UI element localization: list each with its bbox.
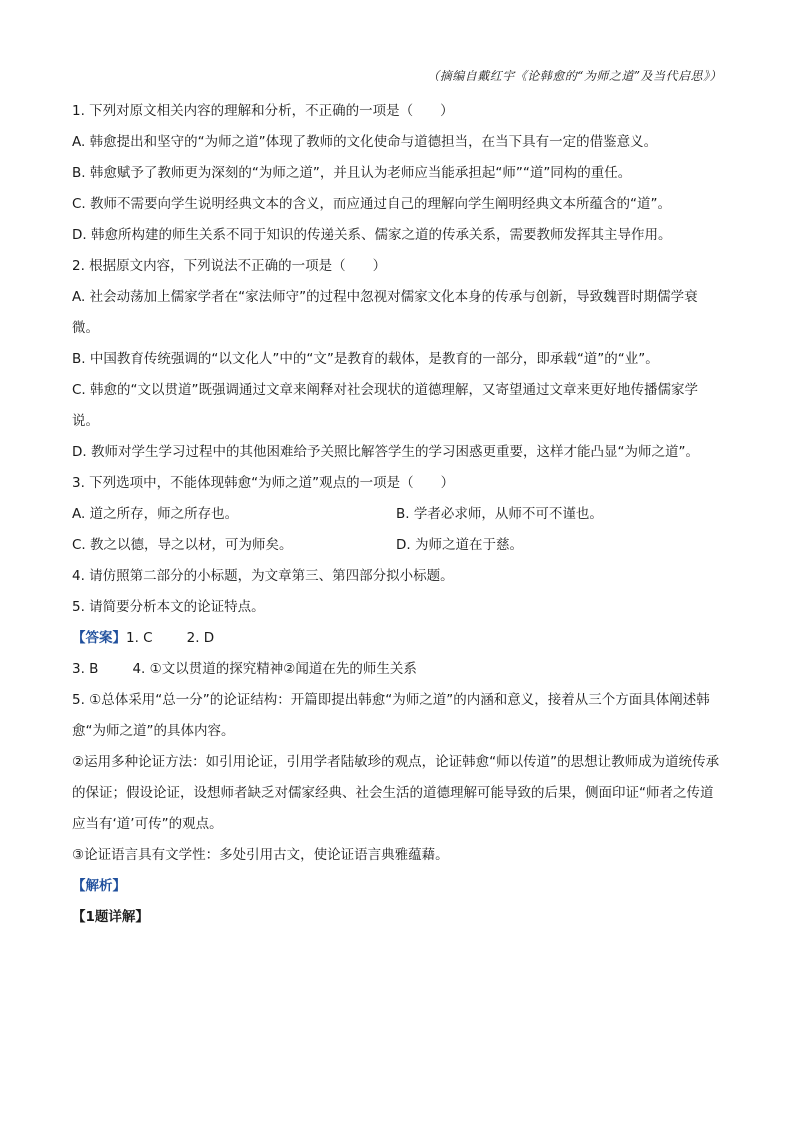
q3-options-row-2 (72, 530, 722, 561)
q5-stem: 5. 请简要分析本文的论证特点。 (72, 599, 265, 615)
q3-option-d: D. 为师之道在于慈。 (396, 537, 523, 553)
q3-option-a: A. 道之所存，师之所存也。 (72, 506, 239, 522)
document-body (72, 96, 722, 933)
answer-tag: 【答案】 (72, 630, 126, 646)
q1-option-a: A. 韩愈提出和坚守的“为师之道”体现了教师的文化使命与道德担当，在当下具有一定的借鉴意义。 (72, 134, 658, 150)
answer-row-2 (72, 654, 722, 685)
detail-tag-q1: 【1题详解】 (72, 909, 149, 925)
q3-option-c: C. 教之以德，导之以材，可为师矣。 (72, 537, 293, 553)
q1-option-c: C. 教师不需要向学生说明经典文本的含义，而应通过自己的理解向学生阐明经典文本所蕴含的“道”。 (72, 196, 671, 212)
q3-stem: 3. 下列选项中，不能体现韩愈“为师之道”观点的一项是（ ） (72, 475, 455, 491)
answer-2: 2. D (186, 630, 215, 646)
answer-1: 1. C (126, 630, 153, 646)
answer-4: 4. ①文以贯道的探究精神②闻道在先的师生关系 (132, 661, 417, 677)
q1-stem: 1. 下列对原文相关内容的理解和分析，不正确的一项是（ ） (72, 103, 454, 119)
q2-option-d: D. 教师对学生学习过程中的其他困难给予关照比解答学生的学习困惑更重要，这样才能凸显“为师之道”。 (72, 444, 699, 460)
q4-stem: 4. 请仿照第二部分的小标题，为文章第三、第四部分拟小标题。 (72, 568, 454, 584)
q2-option-a: A. 社会动荡加上儒家学者在“家法师守”的过程中忽视对儒家文化本身的传承与创新，导致魏晋时期儒学衰微。 (72, 289, 698, 336)
q3-option-b: B. 学者必求师，从师不可不谨也。 (396, 506, 603, 522)
answer-5-part-1: 5. ①总体采用“总一分”的论证结构：开篇即提出韩愈“为师之道”的内涵和意义，接着从三个方面具体阐述韩愈“为师之道”的具体内容。 (72, 692, 710, 739)
q2-stem: 2. 根据原文内容，下列说法不正确的一项是（ ） (72, 258, 387, 274)
answer-5-part-2: ②运用多种论证方法：如引用论证，引用学者陆敏珍的观点，论证韩愈“师以传道”的思想让教师成为道统传承的保证；假设论证，设想师者缺乏对儒家经典、社会生活的道德理解可能导致的后果，侧面印证“师者之传道应当有‘道’可传”的观点。 (72, 754, 720, 832)
q1-option-d: D. 韩愈所构建的师生关系不同于知识的传递关系、儒家之道的传承关系，需要教师发挥其主导作用。 (72, 227, 672, 243)
answer-row-1 (72, 623, 722, 654)
q3-options-row-1 (72, 499, 722, 530)
answer-3: 3. B (72, 661, 99, 677)
q2-option-c: C. 韩愈的“文以贯道”既强调通过文章来阐释对社会现状的道德理解，又寄望通过文章来更好地传播儒家学说。 (72, 382, 698, 429)
source-citation: （摘编自戴红宇《论韩愈的“为师之道”及当代启思》） (427, 69, 722, 83)
q1-option-b: B. 韩愈赋予了教师更为深刻的“为师之道”，并且认为老师应当能承担起“师”“道”同构的重任。 (72, 165, 632, 181)
analysis-tag: 【解析】 (72, 878, 126, 894)
answer-5-part-3: ③论证语言具有文学性：多处引用古文，使论证语言典雅蕴藉。 (72, 847, 449, 863)
q2-option-b: B. 中国教育传统强调的“以文化人”中的“文”是教育的载体，是教育的一部分，即承载“道”的“业”。 (72, 351, 659, 367)
